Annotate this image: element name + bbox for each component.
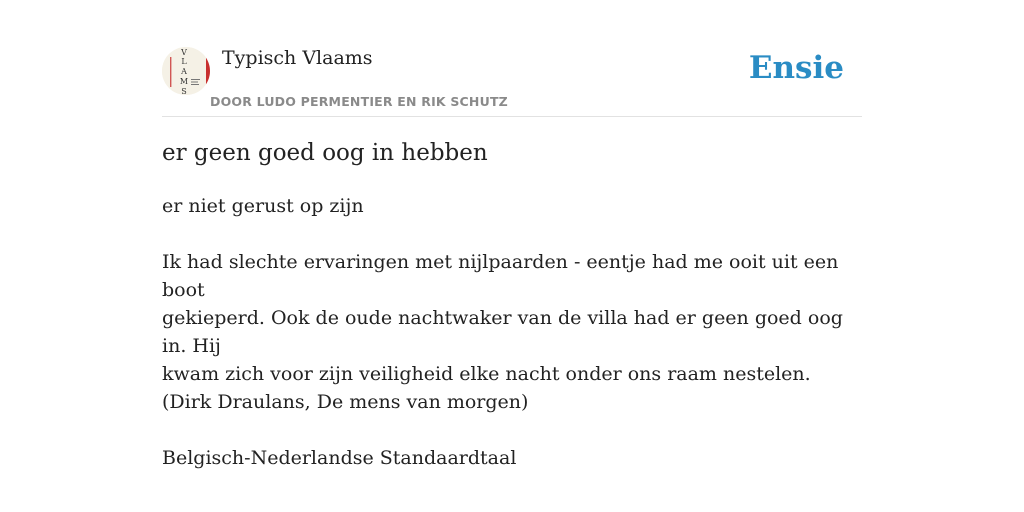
book-cover-icon bbox=[162, 47, 210, 95]
language-label: Belgisch-Nederlandse Standaardtaal bbox=[162, 447, 517, 469]
entry-content bbox=[162, 192, 862, 472]
book-authors: DOOR LUDO PERMENTIER EN RIK SCHUTZ bbox=[210, 94, 508, 109]
book-title[interactable]: Typisch Vlaams bbox=[222, 47, 373, 69]
entry-title: er geen goed oog in hebben bbox=[162, 140, 488, 166]
entry-definition: er niet gerust op zijn bbox=[162, 195, 364, 217]
avatar-letter: S bbox=[181, 87, 187, 95]
header bbox=[162, 44, 862, 117]
example-line: gekieperd. Ook de oude nachtwaker van de villa had er geen goed oog in. Hij bbox=[162, 307, 843, 357]
avatar-letter: V bbox=[181, 48, 187, 57]
avatar-letter: M bbox=[179, 77, 189, 86]
example-line: Ik had slechte ervaringen met nijlpaarden - eentje had me ooit uit een boot bbox=[162, 251, 839, 301]
page bbox=[162, 0, 862, 512]
ensie-logo-link[interactable]: Ensie bbox=[748, 50, 844, 86]
avatar-letter: A bbox=[181, 67, 187, 76]
example-source: (Dirk Draulans, De mens van morgen) bbox=[162, 391, 529, 413]
book-cover-avatar[interactable] bbox=[162, 47, 210, 95]
example-line: kwam zich voor zijn veiligheid elke nacht onder ons raam nestelen. bbox=[162, 363, 811, 385]
avatar-letter: L bbox=[181, 57, 187, 66]
